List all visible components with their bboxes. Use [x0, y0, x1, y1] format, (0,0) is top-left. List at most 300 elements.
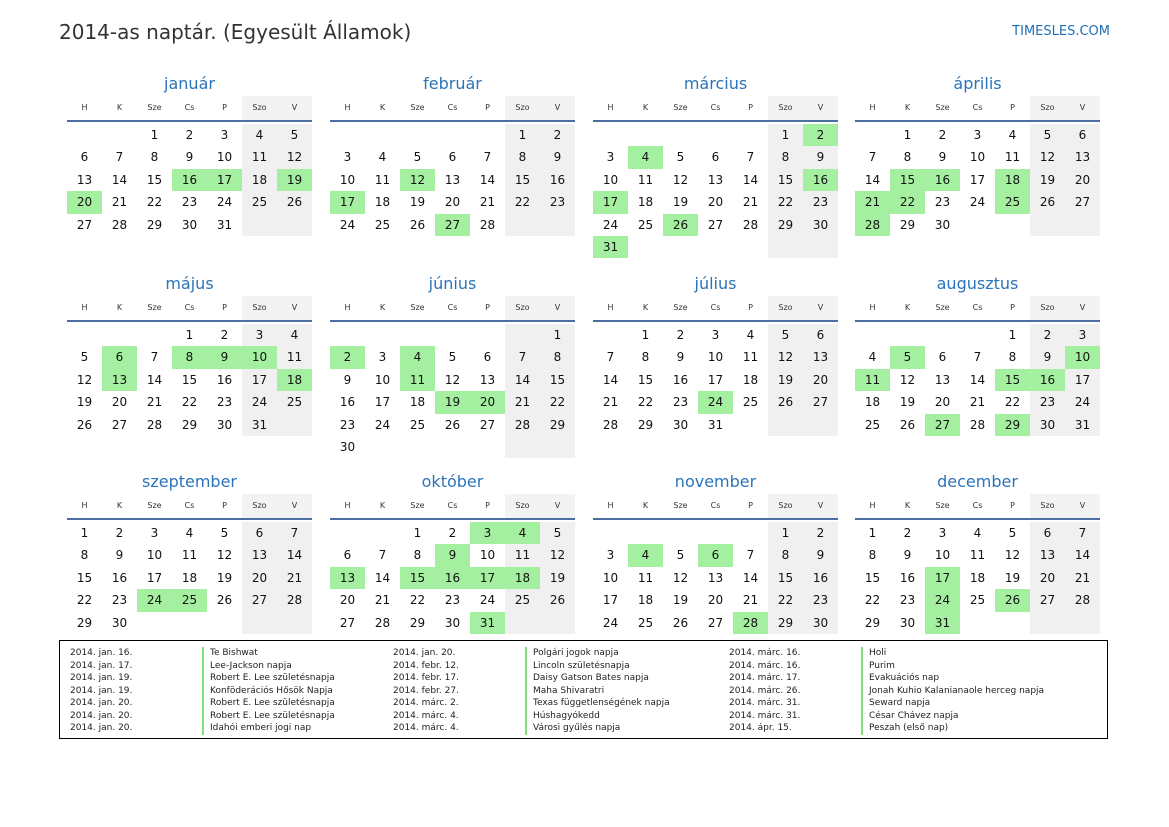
day-cell: 8 [80, 548, 89, 563]
day-cell: 2 [220, 328, 229, 342]
empty-cell [663, 522, 698, 544]
legend-holiday-name: Holi [861, 647, 886, 660]
weekday-label: Cs [184, 103, 195, 112]
day-cell: 7 [1065, 522, 1100, 544]
day-cell: 28 [602, 417, 619, 432]
weekday-label: K [904, 103, 911, 112]
day-cell: 20 [707, 195, 724, 210]
empty-cell [663, 236, 698, 258]
empty-cell [733, 414, 768, 436]
day-cell: 28 [742, 217, 759, 232]
empty-cell [593, 324, 628, 346]
weekday-label: Szo [768, 96, 803, 120]
day-cell: 19 [1004, 570, 1021, 585]
empty-cell [470, 436, 505, 458]
weekday-header [855, 494, 1100, 520]
month-name: szeptember [141, 472, 237, 491]
legend-date: 2014. márc. 17. [729, 673, 801, 683]
day-cell: 23 [181, 195, 198, 210]
weekday-label: K [642, 103, 649, 112]
day-grid [67, 322, 312, 436]
day-cell: 1 [1008, 328, 1017, 342]
day-cell: 2 [185, 128, 194, 142]
day-cell: 1 [641, 328, 650, 342]
day-cell: 12 [76, 372, 93, 387]
empty-cell [593, 124, 628, 146]
empty-cell [733, 236, 768, 258]
day-cell: 8 [903, 150, 912, 165]
day-cell: 7 [746, 548, 755, 563]
day-cell: 4 [242, 124, 277, 146]
day-cell: 9 [343, 372, 352, 387]
day-cell: 1 [80, 526, 89, 540]
day-grid [330, 520, 575, 634]
day-cell: 18 [409, 395, 426, 410]
day-cell: 28 [277, 589, 312, 611]
empty-cell [365, 324, 400, 346]
month-block [330, 72, 575, 236]
day-cell: 20 [707, 593, 724, 608]
holiday-day-cell: 24 [137, 589, 172, 611]
day-cell: 30 [1030, 414, 1065, 436]
day-cell: 1 [903, 128, 912, 142]
weekday-label: K [642, 303, 649, 312]
day-cell: 8 [505, 146, 540, 168]
empty-cell [400, 436, 435, 458]
month-block [330, 470, 575, 634]
day-cell: 6 [80, 150, 89, 165]
legend-date: 2014. jan. 19. [70, 673, 133, 683]
day-cell: 13 [479, 372, 496, 387]
holiday-day-cell: 22 [890, 191, 925, 213]
day-cell: 6 [343, 548, 352, 563]
day-cell: 31 [216, 217, 233, 232]
empty-cell [960, 612, 995, 634]
day-cell: 9 [803, 146, 838, 168]
weekday-label: Sze [147, 501, 162, 510]
day-cell: 1 [185, 328, 194, 342]
weekday-label: Szo [242, 96, 277, 120]
day-cell: 21 [146, 395, 163, 410]
day-cell: 23 [1030, 391, 1065, 413]
weekday-label: P [1010, 501, 1015, 510]
weekday-label: P [485, 501, 490, 510]
month-block [593, 272, 838, 436]
day-cell: 8 [768, 146, 803, 168]
day-cell: 11 [374, 172, 391, 187]
weekday-label: P [748, 103, 753, 112]
day-cell: 19 [899, 395, 916, 410]
weekday-header [593, 296, 838, 322]
empty-cell [400, 124, 435, 146]
weekday-label: K [116, 501, 123, 510]
day-cell: 8 [413, 548, 422, 563]
holiday-day-cell: 26 [995, 589, 1030, 611]
empty-cell [733, 522, 768, 544]
day-cell: 2 [803, 522, 838, 544]
weekday-header [330, 296, 575, 322]
day-cell: 25 [969, 593, 986, 608]
weekday-label: V [540, 96, 575, 120]
day-cell: 24 [969, 195, 986, 210]
empty-cell [102, 124, 137, 146]
day-cell: 18 [637, 593, 654, 608]
day-cell: 19 [76, 395, 93, 410]
day-cell: 25 [374, 217, 391, 232]
day-cell: 12 [1030, 146, 1065, 168]
day-cell: 6 [938, 350, 947, 365]
empty-cell [330, 324, 365, 346]
day-cell: 20 [111, 395, 128, 410]
day-cell: 21 [277, 567, 312, 589]
day-cell: 9 [903, 548, 912, 563]
day-cell: 11 [181, 548, 198, 563]
day-grid [593, 322, 838, 436]
day-cell: 17 [374, 395, 391, 410]
day-cell: 24 [374, 417, 391, 432]
holiday-day-cell: 13 [330, 567, 365, 589]
day-cell: 14 [742, 172, 759, 187]
day-cell: 26 [216, 593, 233, 608]
day-cell: 28 [969, 417, 986, 432]
day-cell: 28 [479, 217, 496, 232]
weekday-label: P [485, 303, 490, 312]
day-cell: 23 [111, 593, 128, 608]
weekday-header [855, 96, 1100, 122]
weekday-label: Sze [935, 501, 950, 510]
holiday-day-cell: 16 [172, 169, 207, 191]
empty-cell [803, 414, 838, 436]
legend-date: 2014. jan. 16. [70, 648, 133, 658]
month-block [67, 272, 312, 436]
weekday-label: H [869, 103, 876, 112]
empty-cell [137, 612, 172, 634]
weekday-label: K [904, 501, 911, 510]
empty-cell [540, 214, 575, 236]
day-cell: 9 [185, 150, 194, 165]
legend-holiday-name: Seward napja [861, 697, 930, 710]
legend-holiday-name: Evakuációs nap [861, 672, 939, 685]
day-cell: 23 [339, 417, 356, 432]
day-cell: 20 [242, 567, 277, 589]
legend-holiday-name: Daisy Gatson Bates napja [525, 672, 649, 685]
holiday-day-cell: 17 [207, 169, 242, 191]
holiday-day-cell: 31 [470, 612, 505, 634]
weekday-label: Szo [768, 296, 803, 320]
weekday-header [330, 494, 575, 520]
month-name: november [674, 472, 757, 491]
day-cell: 29 [76, 615, 93, 630]
day-cell: 30 [181, 217, 198, 232]
holiday-day-cell: 16 [1030, 369, 1065, 391]
day-cell: 23 [803, 191, 838, 213]
day-cell: 22 [409, 593, 426, 608]
day-cell: 24 [479, 593, 496, 608]
weekday-label: K [379, 103, 386, 112]
empty-cell [768, 236, 803, 258]
holiday-day-cell: 17 [470, 567, 505, 589]
empty-cell [628, 522, 663, 544]
day-cell: 30 [803, 214, 838, 236]
day-cell: 21 [602, 395, 619, 410]
day-cell: 21 [111, 195, 128, 210]
day-cell: 12 [277, 146, 312, 168]
day-cell: 23 [934, 195, 951, 210]
empty-cell [505, 214, 540, 236]
weekday-label: H [81, 303, 88, 312]
weekday-label: P [1010, 103, 1015, 112]
holiday-day-cell: 10 [242, 346, 277, 368]
weekday-label: Sze [410, 501, 425, 510]
day-cell: 21 [742, 195, 759, 210]
day-cell: 25 [742, 395, 759, 410]
day-cell: 8 [1008, 350, 1017, 365]
day-cell: 3 [606, 150, 615, 165]
holiday-day-cell: 6 [102, 346, 137, 368]
weekday-label: H [344, 303, 351, 312]
day-cell: 18 [181, 570, 198, 585]
day-cell: 26 [1030, 191, 1065, 213]
day-cell: 11 [277, 346, 312, 368]
day-cell: 20 [803, 369, 838, 391]
day-cell: 2 [448, 526, 457, 540]
empty-cell [67, 324, 102, 346]
day-cell: 12 [672, 172, 689, 187]
legend-holiday-name: Húshagyókedd [525, 710, 600, 723]
day-cell: 13 [76, 172, 93, 187]
legend-holiday-name: Robert E. Lee születésnapja [202, 672, 335, 685]
day-cell: 22 [768, 589, 803, 611]
day-cell: 11 [637, 570, 654, 585]
day-cell: 6 [1065, 124, 1100, 146]
weekday-label: V [1065, 494, 1100, 518]
empty-cell [960, 214, 995, 236]
day-cell: 8 [150, 150, 159, 165]
legend-holiday-name: Texas függetlenségének napja [525, 697, 670, 710]
day-cell: 31 [242, 414, 277, 436]
day-cell: 16 [672, 372, 689, 387]
day-cell: 15 [181, 372, 198, 387]
weekday-header [67, 494, 312, 520]
weekday-label: Cs [447, 303, 458, 312]
weekday-label: K [904, 303, 911, 312]
month-name: január [164, 74, 215, 93]
day-cell: 30 [444, 615, 461, 630]
day-cell: 15 [146, 172, 163, 187]
day-cell: 29 [768, 214, 803, 236]
day-cell: 26 [444, 417, 461, 432]
day-cell: 7 [378, 548, 387, 563]
weekday-label: P [748, 303, 753, 312]
day-cell: 19 [1030, 169, 1065, 191]
empty-cell [330, 124, 365, 146]
empty-cell [540, 612, 575, 634]
day-cell: 19 [409, 195, 426, 210]
day-cell: 17 [1065, 369, 1100, 391]
empty-cell [628, 236, 663, 258]
day-cell: 13 [934, 372, 951, 387]
weekday-label: Szo [505, 296, 540, 320]
holiday-day-cell: 5 [890, 346, 925, 368]
empty-cell [855, 324, 890, 346]
weekday-label: V [277, 296, 312, 320]
brand-link[interactable]: TIMESLES.COM [1012, 24, 1110, 39]
weekday-label: Sze [673, 501, 688, 510]
weekday-label: K [116, 103, 123, 112]
day-cell: 27 [111, 417, 128, 432]
holiday-day-cell: 24 [925, 589, 960, 611]
day-cell: 22 [505, 191, 540, 213]
holiday-day-cell: 29 [995, 414, 1030, 436]
day-cell: 3 [938, 526, 947, 540]
day-cell: 12 [899, 372, 916, 387]
day-cell: 27 [707, 615, 724, 630]
weekday-label: Cs [447, 501, 458, 510]
legend-date: 2014. jan. 20. [70, 723, 133, 733]
day-cell: 28 [146, 417, 163, 432]
day-cell: 10 [216, 150, 233, 165]
day-cell: 3 [711, 328, 720, 342]
legend-date: 2014. ápr. 15. [729, 723, 792, 733]
month-name: február [423, 74, 482, 93]
day-cell: 15 [864, 570, 881, 585]
holiday-day-cell: 28 [855, 214, 890, 236]
holiday-day-cell: 17 [593, 191, 628, 213]
weekday-header [855, 296, 1100, 322]
weekday-header [593, 96, 838, 122]
weekday-label: Cs [184, 303, 195, 312]
empty-cell [1030, 214, 1065, 236]
weekday-label: H [869, 303, 876, 312]
day-cell: 10 [602, 570, 619, 585]
month-block [593, 470, 838, 634]
day-cell: 28 [505, 414, 540, 436]
day-cell: 16 [899, 570, 916, 585]
legend-date: 2014. márc. 31. [729, 710, 801, 721]
holiday-day-cell: 19 [277, 169, 312, 191]
weekday-label: P [222, 303, 227, 312]
day-cell: 24 [1065, 391, 1100, 413]
day-cell: 8 [768, 544, 803, 566]
weekday-label: Szo [1030, 96, 1065, 120]
day-cell: 11 [505, 544, 540, 566]
day-cell: 29 [899, 217, 916, 232]
holiday-day-cell: 20 [67, 191, 102, 213]
day-cell: 27 [1030, 589, 1065, 611]
legend-holiday-name: Te Bishwat [202, 647, 258, 660]
day-cell: 26 [409, 217, 426, 232]
day-cell: 27 [707, 217, 724, 232]
empty-cell [365, 124, 400, 146]
weekday-label: P [748, 501, 753, 510]
empty-cell [698, 124, 733, 146]
legend-date: 2014. jan. 19. [70, 685, 133, 696]
day-cell: 6 [483, 350, 492, 365]
legend-date: 2014. jan. 20. [393, 648, 456, 658]
legend-date: 2014. febr. 27. [393, 685, 459, 696]
day-cell: 7 [505, 346, 540, 368]
weekday-label: Cs [972, 501, 983, 510]
empty-cell [435, 324, 470, 346]
empty-cell [207, 612, 242, 634]
weekday-label: Szo [242, 494, 277, 518]
day-cell: 14 [602, 372, 619, 387]
weekday-header [67, 296, 312, 322]
day-cell: 23 [216, 395, 233, 410]
holiday-day-cell: 10 [1065, 346, 1100, 368]
day-cell: 18 [864, 395, 881, 410]
holiday-day-cell: 17 [330, 191, 365, 213]
day-cell: 29 [146, 217, 163, 232]
day-cell: 2 [938, 128, 947, 142]
day-cell: 5 [540, 522, 575, 544]
empty-cell [470, 324, 505, 346]
weekday-label: Cs [447, 103, 458, 112]
weekday-label: V [540, 296, 575, 320]
day-cell: 16 [540, 169, 575, 191]
weekday-label: V [277, 96, 312, 120]
day-cell: 12 [540, 544, 575, 566]
day-cell: 14 [146, 372, 163, 387]
day-cell: 19 [672, 195, 689, 210]
day-grid [855, 322, 1100, 436]
weekday-label: V [803, 494, 838, 518]
holiday-day-cell: 11 [855, 369, 890, 391]
empty-cell [803, 236, 838, 258]
day-cell: 2 [903, 526, 912, 540]
day-cell: 12 [444, 372, 461, 387]
day-cell: 20 [1065, 169, 1100, 191]
day-cell: 26 [768, 391, 803, 413]
holiday-day-cell: 4 [400, 346, 435, 368]
legend-date: 2014. jan. 20. [70, 698, 133, 708]
day-cell: 3 [220, 128, 229, 142]
day-cell: 3 [973, 128, 982, 142]
holiday-legend [59, 640, 1108, 739]
empty-cell [768, 414, 803, 436]
weekday-label: Szo [505, 96, 540, 120]
day-cell: 24 [216, 195, 233, 210]
weekday-label: Szo [768, 494, 803, 518]
day-cell: 1 [768, 522, 803, 544]
holiday-day-cell: 9 [435, 544, 470, 566]
empty-cell [960, 324, 995, 346]
legend-holiday-name: Peszah (első nap) [861, 722, 948, 735]
empty-cell [698, 236, 733, 258]
day-cell: 22 [540, 391, 575, 413]
day-cell: 11 [242, 146, 277, 168]
day-cell: 5 [676, 150, 685, 165]
day-cell: 29 [637, 417, 654, 432]
day-cell: 9 [540, 146, 575, 168]
day-cell: 17 [602, 593, 619, 608]
day-cell: 26 [899, 417, 916, 432]
holiday-day-cell: 18 [505, 567, 540, 589]
weekday-label: Sze [673, 303, 688, 312]
legend-holiday-name: Konföderációs Hősök Napja [202, 685, 333, 698]
day-cell: 25 [409, 417, 426, 432]
empty-cell [628, 124, 663, 146]
day-cell: 10 [602, 172, 619, 187]
legend-date: 2014. jan. 17. [70, 660, 133, 671]
legend-date: 2014. márc. 4. [393, 723, 459, 733]
day-cell: 19 [672, 593, 689, 608]
day-grid [855, 520, 1100, 634]
day-cell: 14 [969, 372, 986, 387]
day-cell: 5 [676, 548, 685, 563]
day-cell: 2 [676, 328, 685, 342]
day-cell: 12 [672, 570, 689, 585]
